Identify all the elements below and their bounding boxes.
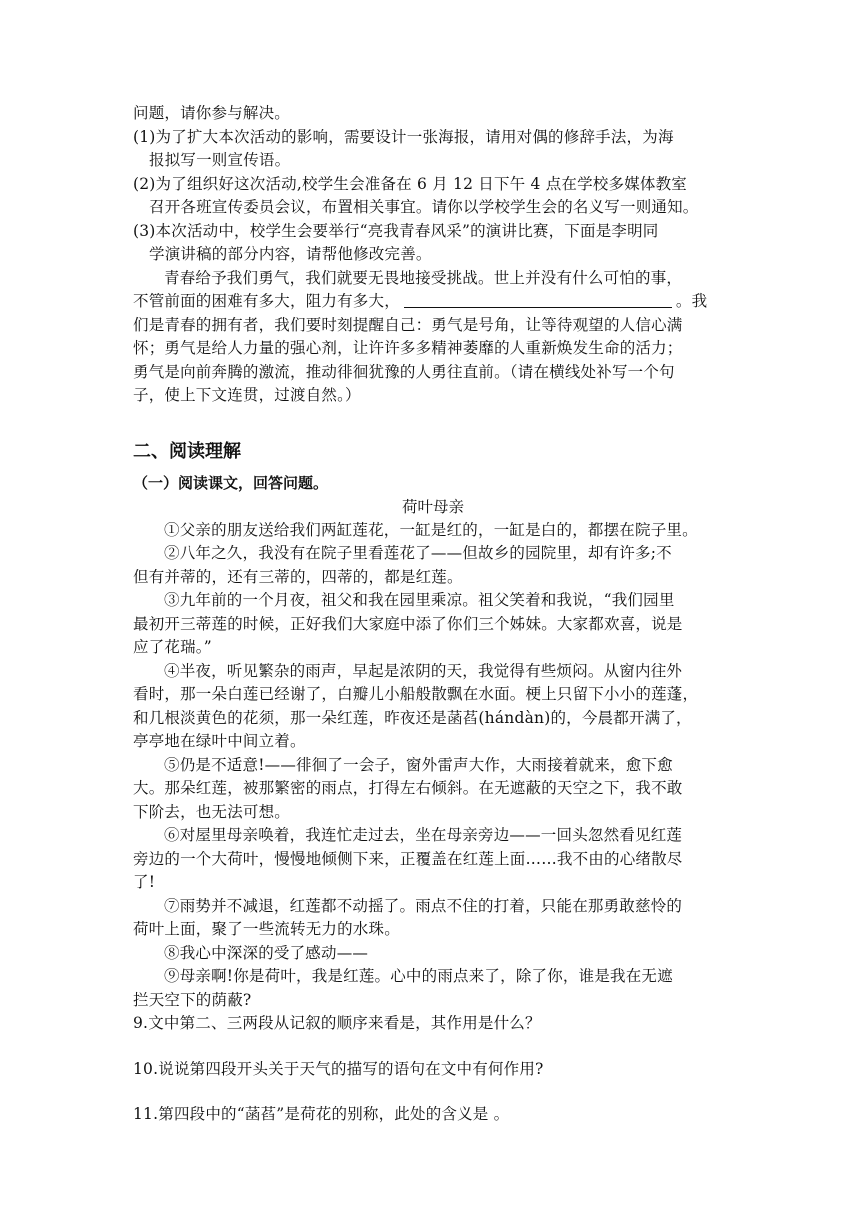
question-10: 10.说说第四段开头关于天气的描写的语句在文中有何作用?: [133, 1059, 544, 1078]
question-11: 11.第四段中的“菡萏”是荷花的别称，此处的含义是 。: [133, 1105, 510, 1123]
answer-space: [133, 1036, 733, 1058]
text-line: 报拟写一则宣传语。: [149, 151, 291, 169]
text-line: ⑨母亲啊!你是荷叶，我是红莲。心中的雨点来了，除了你，谁是我在无遮: [164, 967, 673, 985]
text-line: 学演讲稿的部分内容，请帮他修改完善。: [149, 245, 432, 263]
essay-title: 荷叶母亲: [401, 497, 464, 516]
text-line: ⑦雨势并不减退，红莲都不动摇了。雨点不住的打着，只能在那勇敢慈怜的: [164, 896, 683, 915]
essay-paragraph: [133, 660, 733, 754]
text-line: ④半夜，听见繁杂的雨声，早起是浓阴的天，我觉得有些烦闷。从窗内往外: [164, 661, 683, 680]
text-line: 召开各班宣传委员会议，布置相关事宜。请你以学校学生会的名义写一则通知。: [149, 198, 699, 216]
text-line: (1)为了扩大本次活动的影响，需要设计一张海报，请用对偶的修辞手法，为海: [133, 127, 674, 146]
text-line: ①父亲的朋友送给我们两缸莲花，一缸是红的，一缸是白的，都摆在院子里。: [164, 520, 698, 539]
text-line: 旁边的一个大荷叶，慢慢地倾侧下来，正覆盖在红莲上面……我不由的心绪散尽: [133, 849, 683, 868]
essay-paragraph: [133, 589, 733, 660]
text-line: 拦天空下的荫蔽?: [133, 990, 252, 1009]
text-line: 和几根淡黄色的花须，那一朵红莲，昨夜还是菡萏(hándàn)的，今晨都开满了，: [133, 708, 692, 727]
text-line: ⑧我心中深深的受了感动——: [164, 943, 369, 962]
text-line: 看时，那一朵白莲已经谢了，白瓣儿小船般散飘在水面。梗上只留下小小的莲蓬，: [133, 685, 699, 703]
text-line: ⑥对屋里母亲唤着，我连忙走过去，坐在母亲旁边——一回头忽然看见红莲: [164, 826, 683, 844]
text-fragment: 。我: [675, 292, 708, 310]
text-line: (3)本次活动中，校学生会要举行“亮我青春风采”的演讲比赛，下面是李明同: [133, 221, 659, 240]
text-line: 问题，请你参与解决。: [133, 104, 291, 122]
text-line: 勇气是向前奔腾的激流，推动徘徊犹豫的人勇往直前。（请在横线处补写一个句: [133, 362, 675, 381]
text-line: 下阶去，也无法可想。: [133, 802, 291, 821]
subsection-title: （一）阅读课文，回答问题。: [133, 473, 329, 492]
essay-body: [133, 519, 733, 1013]
text-line: ⑤仍是不适意!——徘徊了一会子，窗外雷声大作，大雨接着就来，愈下愈: [164, 755, 673, 774]
essay-paragraph: [133, 895, 733, 942]
document-page: [133, 102, 733, 1127]
text-line: (2)为了组织好这次活动,校学生会准备在 6 月 12 日下午 4 点在学校多媒体教室: [133, 174, 687, 193]
section-title: 二、阅读理解: [133, 440, 241, 462]
text-line: 怀；勇气是给人力量的强心剂，让许许多多精神萎靡的人重新焕发生命的活力；: [133, 339, 683, 357]
text-line: 们是青春的拥有者，我们要时刻提醒自己：勇气是号角，让等待观望的人信心满: [133, 315, 683, 334]
essay-paragraph: [133, 824, 733, 895]
question-9: 9.文中第二、三两段从记叙的顺序来看是，其作用是什么？: [133, 1014, 541, 1032]
text-line: 最初开三蒂莲的时候，正好我们大家庭中添了你们三个姊妹。大家都欢喜，说是: [133, 614, 683, 633]
text-line: 青春给予我们勇气，我们就要无畏地接受挑战。世上并没有什么可怕的事，: [164, 268, 683, 287]
text-line: ②八年之久，我没有在院子里看莲花了——但故乡的园院里，却有许多;不: [164, 544, 672, 562]
essay-paragraph: [133, 942, 733, 966]
text-line: 但有并蒂的，还有三蒂的，四蒂的，都是红莲。: [133, 567, 463, 586]
text-fragment: 不管前面的困难有多大，阻力有多大，: [133, 292, 400, 310]
speech-excerpt: [133, 267, 733, 408]
text-line: [133, 290, 733, 314]
text-line: ③九年前的一个月夜，祖父和我在园里乘凉。祖父笑着和我说，“我们园里: [164, 591, 675, 609]
text-line: 荷叶上面，聚了一些流转无力的水珠。: [133, 920, 400, 938]
text-line: 子，使上下文连贯，过渡自然。）: [133, 386, 361, 404]
essay-paragraph: [133, 754, 733, 825]
answer-space: [133, 1081, 733, 1103]
essay-paragraph: [133, 542, 733, 589]
question-intro: [133, 102, 733, 267]
text-line: 亭亭地在绿叶中间立着。: [133, 732, 306, 750]
text-line: 大。那朵红莲，被那繁密的雨点，打得左右倾斜。在无遮蔽的天空之下，我不敢: [133, 779, 683, 797]
text-line: 应了花瑞。”: [133, 638, 212, 656]
fill-in-blank[interactable]: [404, 292, 672, 308]
essay-paragraph: [133, 519, 733, 543]
questions: [133, 1012, 733, 1127]
text-line: 了!: [133, 873, 156, 891]
essay-paragraph: [133, 965, 733, 1012]
